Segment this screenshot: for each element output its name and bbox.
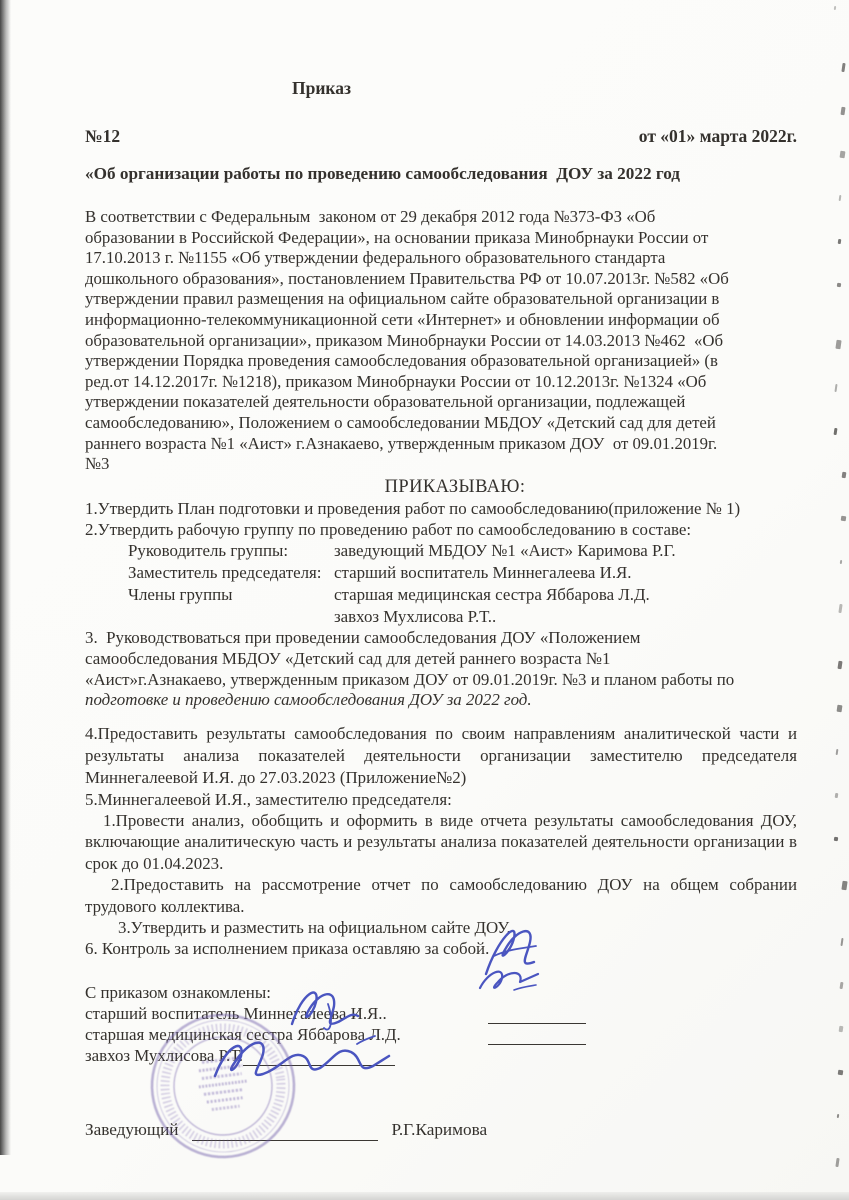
acknowledgment-row xyxy=(85,1045,797,1066)
closing-signature-row xyxy=(85,1119,797,1141)
acknowledgment-section xyxy=(85,982,797,1066)
workgroup-row xyxy=(85,540,797,562)
workgroup-row xyxy=(85,562,797,584)
edge-artifact xyxy=(837,661,842,669)
workgroup-person: старшая медицинская сестра Яббарова Л.Д. xyxy=(334,584,650,604)
order-date: от «01» марта 2022г. xyxy=(638,126,797,146)
acknowledgment-row xyxy=(85,1003,797,1024)
preamble-line: утверждении правил размещения на официальном сайте образовательной организации в xyxy=(85,289,720,309)
edge-artifact xyxy=(840,560,843,564)
edge-artifact xyxy=(840,107,845,115)
preamble-line: В соответствии с Федеральным законом от 29 декабря 2012 года №373-ФЗ «Об xyxy=(85,207,656,226)
workgroup-person: старший воспитатель Миннегалеева И.Я. xyxy=(334,563,632,583)
acknowledgment-row xyxy=(85,1024,797,1045)
edge-artifact xyxy=(836,749,839,755)
workgroup-role: Заместитель председателя: xyxy=(128,563,322,583)
signer-label: старшая медицинская сестра Яббарова Л.Д. xyxy=(85,1024,401,1044)
signer-label: завхоз Мухлисова Р.Т. xyxy=(85,1045,244,1065)
acknowledgment-heading: С приказом ознакомлены: xyxy=(85,982,271,1002)
resolution-item-3 xyxy=(85,628,797,712)
preamble-line: №3 xyxy=(85,454,110,474)
resolution-heading: ПРИКАЗЫВАЮ: xyxy=(384,476,526,497)
item5-subitem-3: 3.Утвердить и разместить на официальном сайте ДОУ. xyxy=(118,918,511,937)
edge-artifact xyxy=(834,6,837,10)
edge-artifact xyxy=(838,239,842,244)
document-content xyxy=(85,0,797,1141)
signer-label: старший воспитатель Миннегалеева И.Я.. xyxy=(85,1003,387,1023)
preamble-line: самообследованию», Положением о самообследовании МБДОУ «Детский сад для детей xyxy=(85,412,716,432)
edge-artifact xyxy=(834,428,838,435)
preamble-line: образовательной организации», приказом Минобрнауки России от 14.03.2013 №462 «Об xyxy=(85,330,724,350)
order-number: №12 xyxy=(85,126,121,146)
preamble-line: раннего возраста №1 «Аист» г.Азнакаево, утвержденным приказом ДОУ от 09.01.2019г. xyxy=(85,433,718,453)
edge-artifact xyxy=(835,793,839,798)
closing-name: Р.Г.Каримова xyxy=(391,1119,488,1139)
preamble-line: 17.10.2013 г. №1155 «Об утверждении федерального образовательного стандарта xyxy=(85,248,666,268)
item3-italic-line: подготовке и проведению самообследования ДОУ за 2022 год. xyxy=(85,690,532,710)
preamble-line: информационно-телекоммуникационной сети «Интернет» и обновлении информации об xyxy=(85,309,720,329)
resolution-item-6: 6. Контроль за исполнением приказа оставляю за собой. xyxy=(85,939,490,959)
preamble-paragraph xyxy=(85,207,797,475)
item3-line: «Аист»г.Азнакаево, утвержденным приказом ДОУ от 09.01.2019г. №3 и планом работы по xyxy=(85,669,735,689)
resolution-item-1: 1.Утвердить План подготовки и проведения работ по самообследованию(приложение № 1) xyxy=(85,498,741,518)
signature-blank-line xyxy=(243,1049,395,1066)
edge-artifact xyxy=(840,938,843,946)
closing-role: Заведующий xyxy=(85,1119,179,1139)
item5-subitem-2: 2.Предоставить на рассмотрение отчет по самообследованию ДОУ на общем собрании трудового коллектива. xyxy=(85,875,797,916)
preamble-line: образовании в Российской Федерации», на основании приказа Минобрнауки России от xyxy=(85,227,709,247)
edge-artifact xyxy=(835,1158,839,1167)
edge-artifact xyxy=(835,340,841,350)
document-title: Приказ xyxy=(292,78,352,98)
signature-blank-line xyxy=(488,1007,586,1024)
edge-artifact xyxy=(841,63,845,72)
edge-artifact xyxy=(837,1114,840,1118)
resolution-item-4: 4.Предоставить результаты самообследования по своим направлениям аналитической части и результаты анализа показателей деятельности организации заместителю председателя Миннегалеевой И.Я. до 27.03.2023 (Приложение№2) xyxy=(85,724,797,787)
workgroup-row xyxy=(85,584,797,606)
resolution-item-5: 5.Миннегалеевой И.Я., заместителю председателя: xyxy=(85,789,452,809)
edge-artifact xyxy=(839,1026,844,1032)
edge-artifact xyxy=(837,283,842,288)
edge-artifact xyxy=(841,881,847,891)
workgroup-person: завхоз Мухлисова Р.Т.. xyxy=(334,606,497,626)
workgroup-role: Руководитель группы: xyxy=(128,541,289,561)
scan-left-edge-shadow xyxy=(0,0,11,1155)
edge-artifact xyxy=(840,982,844,989)
edge-artifact xyxy=(838,1070,844,1076)
preamble-line: ред.от 14.12.2017г. №1218), приказом Минобрнауки России от 10.12.2013г. №1324 «Об xyxy=(85,371,707,391)
order-subject: «Об организации работы по проведению самообследования ДОУ за 2022 год xyxy=(85,164,681,183)
workgroup-list xyxy=(85,540,797,628)
preamble-line: утверждении Порядка проведения самообследования образовательной организацией» (в xyxy=(85,351,718,371)
workgroup-role: Члены группы xyxy=(128,584,233,604)
edge-artifact xyxy=(834,384,837,392)
resolution-item-2: 2.Утвердить рабочую группу по проведению работ по самообследованию в составе: xyxy=(85,519,692,539)
workgroup-person: заведующий МБДОУ №1 «Аист» Каримова Р.Г. xyxy=(334,541,676,561)
signature-blank-line xyxy=(488,1028,586,1045)
signature-blank-line xyxy=(192,1123,378,1141)
edge-artifact xyxy=(837,705,843,713)
edge-artifact xyxy=(834,837,839,842)
item5-subitem-1: 1.Провести анализ, обобщить и оформить в виде отчета результаты самообследования ДОУ, включающие аналитическую часть и результаты анализа показателей деятельности организации в срок до 01.04.2023. xyxy=(85,810,797,873)
item3-line: 3. Руководствоваться при проведении самообследования ДОУ «Положением xyxy=(85,627,641,647)
edge-artifact xyxy=(841,516,847,522)
edge-artifact xyxy=(842,472,847,478)
edge-artifact xyxy=(838,604,842,613)
number-date-row xyxy=(85,126,797,147)
preamble-line: дошкольного образования», постановлением Правительства РФ от 10.07.2013г. №582 «Об xyxy=(85,268,729,288)
workgroup-row xyxy=(85,606,797,628)
edge-artifact xyxy=(840,151,846,159)
item3-line: самообследования МБДОУ «Детский сад для детей раннего возраста №1 xyxy=(85,648,611,668)
edge-artifact xyxy=(839,195,842,201)
preamble-line: утверждении показателей деятельности образовательной организации, подлежащей xyxy=(85,392,686,412)
scan-bottom-edge-shadow xyxy=(0,1192,849,1200)
workgroup-role xyxy=(128,606,334,628)
